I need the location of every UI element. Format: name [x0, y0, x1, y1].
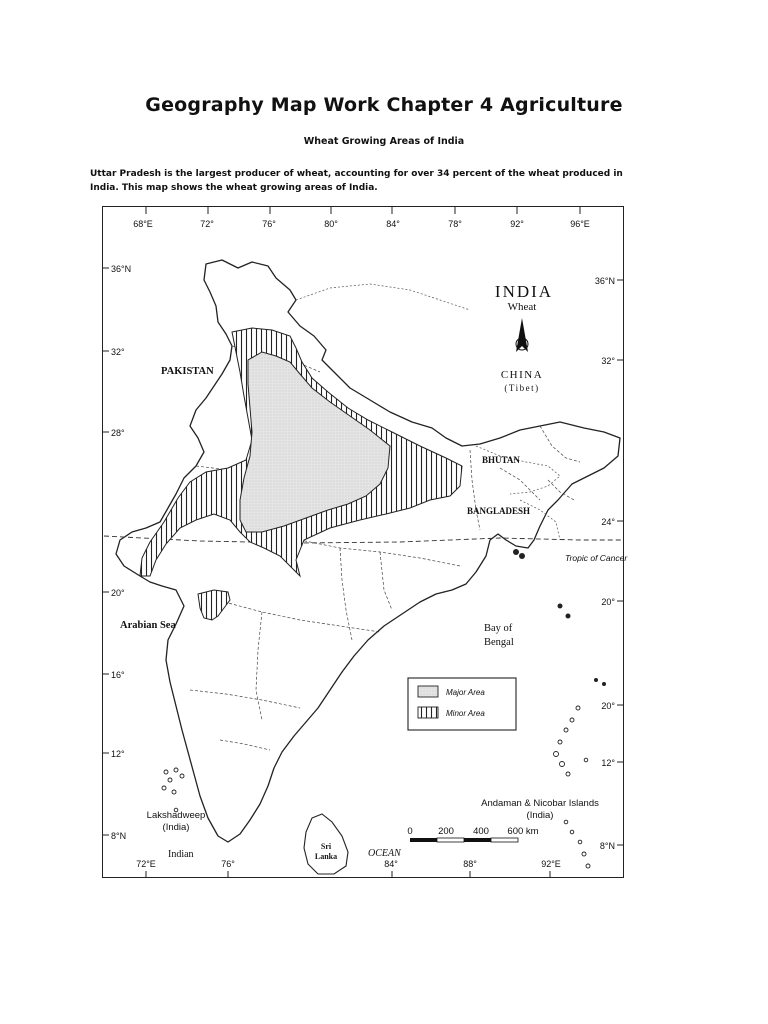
lat-label-right-6: 12° [601, 758, 615, 768]
label-arabian-sea: Arabian Sea [120, 620, 176, 631]
lon-label-bottom-1: 72°E [136, 859, 156, 869]
label-indian: Indian [168, 849, 194, 860]
lat-label-left-2: 32° [111, 347, 125, 357]
label-china: CHINA [500, 369, 544, 381]
lon-label-top-4: 80° [324, 219, 338, 229]
legend-major-label: Major Area [446, 688, 485, 697]
andaman-nicobar-islands [554, 706, 591, 868]
lat-label-right-7: 8°N [599, 841, 615, 851]
intro-line-2: India. This map shows the wheat growing areas of India. [90, 183, 378, 193]
scale-label-200: 200 [438, 826, 454, 837]
scale-label-400: 400 [473, 826, 489, 837]
label-andaman: Andaman & Nicobar Islands [481, 798, 599, 809]
lat-label-left-1: 36°N [111, 264, 132, 274]
scale-bar [407, 826, 538, 842]
label-bay-line1: Bay of [484, 623, 513, 634]
lon-label-bottom-3: 84° [384, 859, 398, 869]
map-title: INDIA [494, 282, 554, 301]
lon-label-bottom-2: 76° [221, 859, 235, 869]
label-lanka: Lanka [314, 852, 338, 861]
lat-label-left-3: 28° [111, 428, 125, 438]
label-bhutan: BHUTAN [482, 455, 520, 465]
lon-label-top-3: 76° [262, 219, 276, 229]
lon-label-top-6: 78° [448, 219, 462, 229]
lon-label-top-5: 84° [386, 219, 400, 229]
label-lakshadweep-country: (India) [162, 822, 190, 833]
lon-label-bottom-4: 88° [463, 859, 477, 869]
coastal-islands [513, 549, 606, 686]
lon-label-bottom-5: 92°E [541, 859, 561, 869]
legend-minor-swatch [418, 707, 438, 718]
document-title: Geography Map Work Chapter 4 Agriculture [145, 94, 623, 116]
intro-line-1: Uttar Pradesh is the largest producer of wheat, accounting for over 34 percent of the wheat produced in [90, 169, 623, 179]
lat-label-right-2: 32° [601, 356, 615, 366]
lon-label-top-1: 68°E [133, 219, 153, 229]
north-arrow-icon [516, 318, 528, 352]
scale-label-600: 600 km [507, 826, 539, 837]
label-lakshadweep: Lakshadweep [146, 810, 206, 821]
top-longitude-ticks [146, 207, 580, 214]
legend-major-swatch [418, 686, 438, 697]
label-bay-line2: Bengal [484, 637, 514, 648]
legend [408, 678, 516, 730]
document-subtitle: Wheat Growing Areas of India [303, 136, 465, 147]
label-ocean: OCEAN [368, 848, 401, 859]
lat-label-right-3: 24° [601, 517, 615, 527]
scale-label-0: 0 [407, 826, 413, 837]
legend-minor-label: Minor Area [446, 709, 485, 718]
label-tibet: (Tibet) [504, 383, 540, 393]
tropic-of-cancer-label: Tropic of Cancer [565, 553, 628, 563]
lat-label-left-7: 8°N [111, 831, 127, 841]
lat-label-right-1: 36°N [594, 276, 615, 286]
india-outline [116, 260, 620, 842]
label-sri: Sri [320, 842, 332, 851]
lon-label-top-8: 96°E [570, 219, 590, 229]
label-bangladesh: BANGLADESH [467, 506, 531, 516]
lat-label-right-5: 20° [601, 701, 615, 711]
lat-label-right-4: 20° [601, 597, 615, 607]
label-andaman-country: (India) [526, 810, 554, 821]
label-pakistan: PAKISTAN [161, 366, 214, 377]
lon-label-top-2: 72° [200, 219, 214, 229]
map-subtitle: Wheat [507, 301, 537, 313]
lat-label-left-6: 12° [111, 749, 125, 759]
lat-label-left-5: 16° [111, 670, 125, 680]
lon-label-top-7: 92° [510, 219, 524, 229]
lakshadweep-islands [162, 768, 184, 812]
lat-label-left-4: 20° [111, 588, 125, 598]
